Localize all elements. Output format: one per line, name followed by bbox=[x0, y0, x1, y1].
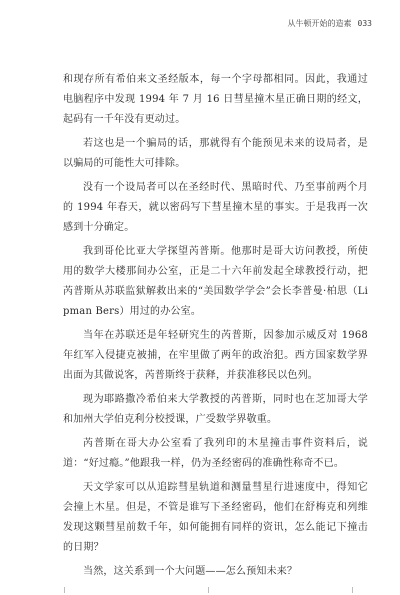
paragraph: 现为耶路撒冷希伯来大学教授的芮普斯，同时也在芝加哥大学和加州大学伯克利分校授课，广受数学界敬重。 bbox=[63, 394, 368, 425]
bottom-edge-marks bbox=[0, 581, 400, 595]
paragraph: 当然，这关系到一个大问题——怎么预知未来？ bbox=[83, 566, 298, 577]
paragraph: 没有一个设局者可以在圣经时代、黑暗时代、乃至事前两个月的 1994 年春天，就以密码写下彗星撞木星的事实。于是我再一次感到十分确定。 bbox=[63, 182, 368, 233]
running-header bbox=[288, 18, 372, 29]
paragraph: 天文学家可以从追踪彗星轨道和测量彗星行进速度中，得知它会撞上木星。但是，不管是谁写下圣经密码，他们在舒梅克和列维发现这颗彗星前数千年，如何能拥有同样的资讯，怎么能记下撞击的日期？ bbox=[63, 482, 368, 553]
page-number: 033 bbox=[357, 19, 372, 28]
paragraph: 我到哥伦比亚大学探望芮普斯。他那时是哥大访问教授，所使用的数学大楼那间办公室，正是二十六年前发起全球教授行动，把芮普斯从苏联监狱解救出来的“美国数学学会”会长李普曼·柏思（Lipman Bers）用过的办公室。 bbox=[63, 246, 368, 317]
edge-mark bbox=[64, 587, 65, 593]
paragraph: 若这也是一个骗局的话，那就得有个能预见未来的设局者，是以骗局的可能性大可排除。 bbox=[63, 138, 368, 169]
paragraph: 芮普斯在哥大办公室看了我列印的木星撞击事件资料后，说道：“好过瘾。”他跟我一样，仍为圣经密码的准确性称奇不已。 bbox=[63, 438, 368, 469]
body-text bbox=[63, 70, 368, 586]
paragraph: 和现存所有希伯来文圣经版本，每一个字母都相同。因此，我通过电脑程序中发现 1994 年 7 月 16 日彗星撞木星正确日期的经文，起码有一千年没有更动过。 bbox=[63, 74, 368, 125]
edge-mark bbox=[208, 587, 209, 593]
paragraph: 当年在苏联还是年轻研究生的芮普斯，因参加示威反对 1968 年红军入侵捷克被捕，在牢里做了两年的政治犯。西方国家数学界出面为其做说客，芮普斯终于获释，并获准移民以色列。 bbox=[63, 330, 368, 381]
edge-mark bbox=[352, 587, 353, 593]
running-title: 从牛顿开始的造素 bbox=[287, 19, 352, 28]
